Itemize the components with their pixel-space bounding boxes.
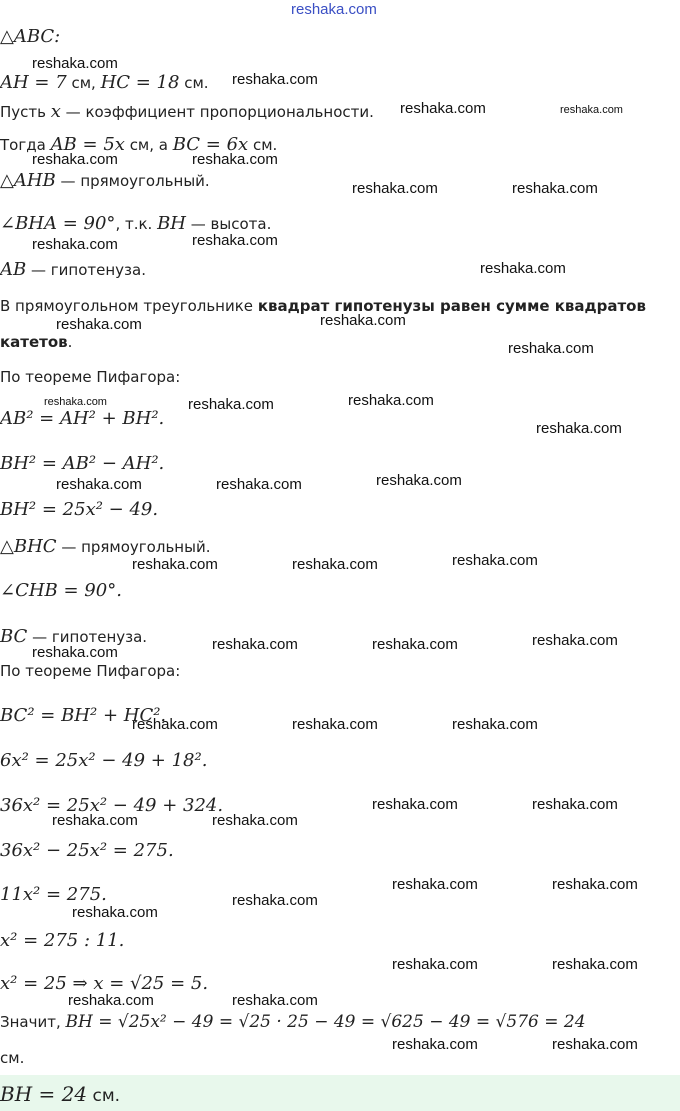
- line-pythagoras-1: [0, 368, 180, 386]
- math-text: 6x² = 25x² − 49 + 18².: [0, 750, 208, 771]
- watermark: reshaka.com: [320, 312, 406, 329]
- eq-8: [0, 884, 107, 905]
- watermark: reshaka.com: [392, 956, 478, 973]
- line-ahb-right: [0, 170, 210, 191]
- eq-angle-chb: [0, 580, 122, 601]
- eq-1: [0, 408, 164, 429]
- math-text: x² = 275 : 11.: [0, 930, 125, 951]
- eq-7: [0, 840, 174, 861]
- math-text: 36x² = 25x² − 49 + 324.: [0, 795, 224, 816]
- text: см, а: [124, 136, 173, 154]
- math-text: AB = 5x: [50, 134, 125, 155]
- watermark: reshaka.com: [132, 556, 218, 573]
- text: По теореме Пифагора:: [0, 368, 181, 386]
- line-unit: [0, 1049, 24, 1067]
- line-ab-hyp: [0, 259, 146, 280]
- bold-text: квадрат гипотенузы равен сумме квадратов: [257, 297, 646, 315]
- line-bhc-right: [0, 536, 210, 557]
- math-text: x: [50, 101, 61, 122]
- math-text: BH = 24: [0, 1082, 88, 1106]
- watermark: reshaka.com: [212, 636, 298, 653]
- math-text: AH = 7: [0, 72, 67, 93]
- line-angle-bha: [0, 213, 271, 234]
- watermark: reshaka.com: [132, 716, 218, 733]
- watermark: reshaka.com: [32, 644, 118, 661]
- watermark: reshaka.com: [512, 180, 598, 197]
- watermark: reshaka.com: [56, 476, 142, 493]
- text: см,: [66, 74, 101, 92]
- text: По теореме Пифагора:: [0, 662, 181, 680]
- watermark: reshaka.com: [452, 552, 538, 569]
- watermark: reshaka.com: [552, 956, 638, 973]
- text: Значит,: [0, 1013, 66, 1031]
- math-text: BC = 6x: [172, 134, 249, 155]
- text: Тогда: [0, 136, 51, 154]
- line-pythagoras-2: [0, 662, 180, 680]
- watermark: reshaka.com: [376, 472, 462, 489]
- text: В прямоугольном треугольнике: [0, 297, 258, 315]
- eq-3: [0, 499, 158, 520]
- bold-text: катетов: [0, 333, 68, 351]
- text: — гипотенуза.: [27, 628, 148, 646]
- math-text: HC = 18: [100, 72, 180, 93]
- line-theorem-2: [0, 333, 72, 351]
- watermark: reshaka.com: [232, 71, 318, 88]
- watermark: reshaka.com: [32, 55, 118, 72]
- watermark: reshaka.com: [552, 1036, 638, 1053]
- text: см.: [179, 74, 209, 92]
- watermark: reshaka.com: [352, 180, 438, 197]
- math-text: x² = 25 ⇒ x = √25 = 5.: [0, 973, 209, 994]
- watermark: reshaka.com: [372, 796, 458, 813]
- line-triangle-abc: [0, 26, 60, 47]
- site-header-link[interactable]: reshaka.com: [291, 1, 377, 18]
- math-text: BH: [157, 213, 187, 234]
- watermark: reshaka.com: [552, 876, 638, 893]
- text: — высота.: [186, 215, 272, 233]
- watermark: reshaka.com: [532, 796, 618, 813]
- text: .: [67, 333, 73, 351]
- text: — прямоугольный.: [56, 538, 211, 556]
- watermark: reshaka.com: [508, 340, 594, 357]
- watermark: reshaka.com: [392, 876, 478, 893]
- text: Пусть: [0, 103, 51, 121]
- math-text: △AHB: [0, 170, 56, 191]
- math-text: 36x² − 25x² = 275.: [0, 840, 174, 861]
- eq-5: [0, 750, 207, 771]
- math-text: BC² = BH² + HC².: [0, 705, 167, 726]
- math-text: AB² = AH² + BH².: [0, 408, 165, 429]
- math-text: △BHC: [0, 536, 57, 557]
- watermark: reshaka.com: [232, 992, 318, 1009]
- watermark: reshaka.com: [52, 812, 138, 829]
- text: см.: [87, 1086, 121, 1106]
- text: см.: [248, 136, 278, 154]
- watermark: reshaka.com: [232, 892, 318, 909]
- watermark: reshaka.com: [560, 104, 623, 116]
- watermark: reshaka.com: [372, 636, 458, 653]
- watermark: reshaka.com: [292, 556, 378, 573]
- watermark: reshaka.com: [480, 260, 566, 277]
- watermark: reshaka.com: [188, 396, 274, 413]
- watermark: reshaka.com: [72, 904, 158, 921]
- watermark: reshaka.com: [68, 992, 154, 1009]
- watermark: reshaka.com: [212, 812, 298, 829]
- math-text: BC: [0, 626, 28, 647]
- text: — гипотенуза.: [26, 261, 146, 279]
- answer-line: [0, 1082, 120, 1106]
- watermark: reshaka.com: [400, 100, 486, 117]
- text: — коэффициент пропорциональности.: [60, 103, 374, 121]
- text: , т.к.: [115, 215, 158, 233]
- watermark: reshaka.com: [32, 151, 118, 168]
- math-text: BH² = 25x² − 49.: [0, 499, 159, 520]
- eq-2: [0, 453, 164, 474]
- line-therefore: [0, 1012, 586, 1032]
- math-text: AB: [0, 259, 27, 280]
- watermark: reshaka.com: [192, 151, 278, 168]
- watermark: reshaka.com: [532, 632, 618, 649]
- watermark: reshaka.com: [536, 420, 622, 437]
- line-given: [0, 72, 209, 93]
- eq-10: [0, 973, 208, 994]
- line-let-x: [0, 101, 374, 122]
- watermark: reshaka.com: [348, 392, 434, 409]
- math-text: BH = √25x² − 49 = √25 · 25 − 49 = √625 − 49 = √576 = 24: [65, 1012, 586, 1032]
- math-text: BH² = AB² − AH².: [0, 453, 165, 474]
- math-text: ∠BHA = 90°: [0, 213, 116, 234]
- math-text: △ABC:: [0, 26, 61, 47]
- text: см.: [0, 1049, 25, 1067]
- math-text: 11x² = 275.: [0, 884, 107, 905]
- watermark: reshaka.com: [56, 316, 142, 333]
- math-text: ∠CHB = 90°.: [0, 580, 122, 601]
- watermark: reshaka.com: [44, 396, 107, 408]
- watermark: reshaka.com: [216, 476, 302, 493]
- watermark: reshaka.com: [452, 716, 538, 733]
- watermark: reshaka.com: [192, 232, 278, 249]
- text: — прямоугольный.: [55, 172, 210, 190]
- watermark: reshaka.com: [392, 1036, 478, 1053]
- watermark: reshaka.com: [292, 716, 378, 733]
- eq-9: [0, 930, 124, 951]
- watermark: reshaka.com: [32, 236, 118, 253]
